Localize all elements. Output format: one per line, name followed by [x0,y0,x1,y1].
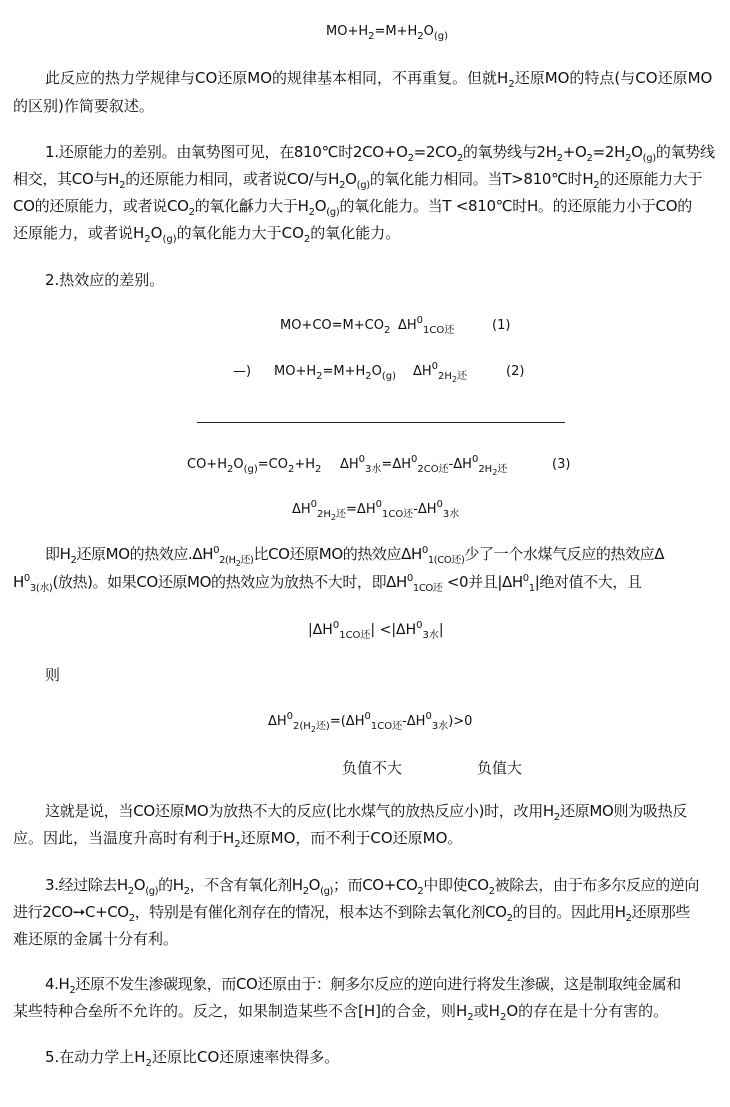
point3-line-2: 进行$2CO➙C+CO_2$，特别是有催化剂存在的情况，根本达不到除去氧化剂$CO_2$的目的。因此用$H_2$还原那些 [13,903,691,924]
point1-line-2: 相交，其CO与$H_2$的还原能力相同，或者说CO/与$H_2O_{(g)}$的氧化能力相同。当T>810℃时$H_2$的还原能力大于 [13,170,703,191]
point5-line-1: 5.在动力学上$H_2$还原比CO还原速率快得多。 [45,1048,340,1069]
conclusion-line-2: 应。因此，当温度升高时有利于$H_2$还原MO，而不利于CO还原MO。 [13,829,463,850]
equation-1-number: (1) [492,318,511,333]
inequality: $|\Delta H^0_{1CO还}| <|\Delta H^0_{3水}|$ [308,620,444,641]
point4-line-1: $4.H_2$还原不发生渗碳现象，而CO还原由于：舸多尔反应的逆向进行将发生渗碳，这是制取纯金属和 [45,975,681,996]
intro-line-2: 的区别)作简要叙述。 [13,97,154,115]
annotation-negative-small: 负值不大 [342,759,403,777]
equation-5: $\Delta H^0_{2(H_2还)}=(\Delta H^0_{1CO还}-\Delta H^0_{3水})>0$ [268,711,473,734]
point4-line-2: 某些特种合垒所不允许的。反之，如果制造某些不含[H]的合金，则$H_2$或$H_2O$的存在是十分有害的。 [13,1002,669,1023]
equation-2: $MO+H_2=M+H_2O_{(g)}$ [274,364,397,382]
heat-effect-line-2: $H^0_{3(水)}$(放热)。如果CO还原MO的热效应为放热不大时，即$\Delta H^0_{1CO还} <0$并且$|\Delta H^0_1|$绝对值不大，且 [13,573,642,594]
then-label: 则 [45,666,61,684]
annotation-negative-large: 负值大 [477,759,523,777]
equation-1-enthalpy: $\Delta H^0_{1CO还}$ [398,315,455,336]
equation-3-number: (3) [552,457,571,472]
equation-2-minus: —) [233,364,252,379]
equation-4: $\Delta H^0_{2H_2还}=\Delta H^0_{1CO还}-\Delta H^0_{3水}$ [292,499,460,522]
conclusion-line-1: 这就是说，当CO还原MO为放热不大的反应(比水煤气的放热反应小)时，改用$H_2$还原MO则为吸热反 [45,802,688,823]
equation-divider [197,422,565,423]
point3-line-3: 难还原的金属十分有利。 [13,930,179,948]
heat-effect-line-1: 即$H_2$还原MO的热效应$.\Delta H^0_{2(H_2还)}$比CO还原MO的热效应$\Delta H^0_{1(CO还)}$少了一个水煤气反应的热效应Δ [45,545,665,568]
equation-3: $CO+H_2O_{(g)}=CO_2+H_2$ [187,457,322,475]
equation-2-number: (2) [506,364,525,379]
equation-top: $MO+H_2=M+H_2O_{(g)}$ [326,24,449,42]
point1-line-1: 1.还原能力的差别。由氧势图可见，在810℃时$2CO+O_2=2CO_2$的氧势线与$2H_2+O_2=2H_2O_{(g)}$的氧势线 [45,143,715,164]
equation-3-enthalpy: $\Delta H^0_{3水}=\Delta H^0_{2CO还}-\Delta H^0_{2H_2还}$ [340,454,508,477]
equation-1: $MO+CO=M+CO_2$ [280,318,391,336]
point3-line-1: 3.经过除去$H_2O_{(g)}$的$H_2$，不含有氧化剂$H_2O_{(g)}$；而$CO+CO_2$中即使$CO_2$被除去，由于布多尔反应的逆向 [45,876,699,897]
equation-2-enthalpy: $\Delta H^0_{2H_2还}$ [413,361,468,384]
point1-line-3: CO的还原能力，或者说$CO_2$的氧化龢力大于$H_2O_{(g)}$的氧化能力。当T <810℃时H。的还原能力小于CO的 [13,197,692,218]
point2-title: 2.热效应的差别。 [45,271,165,289]
intro-line-1: 此反应的热力学规律与CO还原MO的规律基本相同，不再重复。但就$H_2$还原MO的特点(与CO还原MO [45,69,713,90]
point1-line-4: 还原能力，或者说$H_2O_{(g)}$的氧化能力大于$CO_2$的氧化能力。 [13,224,401,245]
